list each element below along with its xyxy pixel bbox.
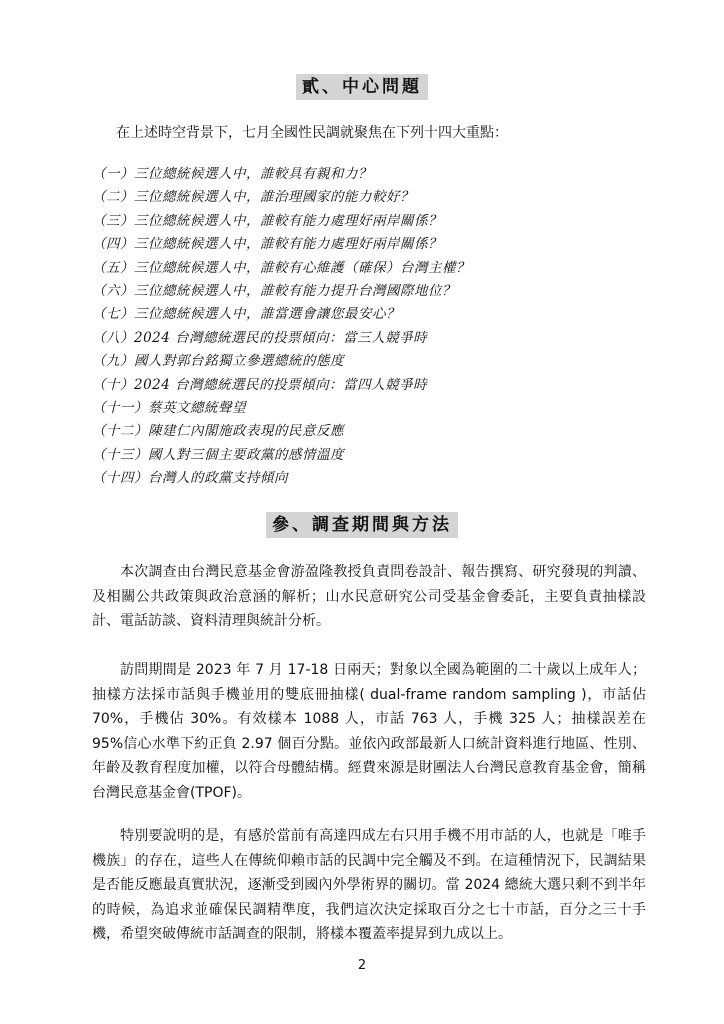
topic-item: （四）三位總統候選人中，誰較有能力處理好兩岸關係？: [92, 236, 442, 253]
section-2-intro: 在上述時空背景下，七月全國性民調就聚焦在下列十四大重點：: [116, 125, 508, 141]
section-3-title: 參、調查期間與方法: [266, 512, 458, 538]
topic-item: （十）2024 台灣總統選民的投票傾向：當四人競爭時: [92, 376, 428, 393]
section-2-heading: [0, 74, 724, 100]
page-number: 2: [357, 958, 367, 973]
topic-item: （十三）國人對三個主要政黨的感情溫度: [92, 446, 344, 463]
section-3-heading: [0, 512, 724, 538]
method-paragraph-2: 訪問期間是 2023 年 7 月 17-18 日兩天；對象以全國為範圍的二十歲以上成年人；抽樣方法採市話與手機並用的雙底冊抽樣( dual-frame random sampling )，市話佔 70%，手機佔 30%。有效樣本 1088 人，市話 763 人，手機 325 人；抽樣誤差在 95%信心水準下約正負 2.97 個百分點。並依內政部最新人口統計資料進行地區、性別、年齡及教育程度加權，以符合母體結構。經費來源是財團法人台灣民意教育基金會，簡稱台灣民意基金會(TPOF)。: [92, 662, 646, 801]
topic-item: （六）三位總統候選人中，誰較有能力提升台灣國際地位？: [92, 282, 456, 299]
topic-item: （八）2024 台灣總統選民的投票傾向：當三人競爭時: [92, 329, 428, 346]
topic-item: （一）三位總統候選人中，誰較具有親和力？: [92, 166, 372, 182]
topic-item: （五）三位總統候選人中，誰較有心維護（確保）台灣主權？: [92, 259, 470, 276]
topic-item: （九）國人對郭台銘獨立參選總統的態度: [92, 353, 344, 370]
method-paragraph-3: 特別要說明的是，有感於當前有高達四成左右只用手機不用市話的人，也就是「唯手機族」的存在，這些人在傳統仰賴市話的民調中完全觸及不到。在這種情況下，民調結果是否能反應最真實狀況，逐漸受到國內外學術界的關切。當 2024 總統大選只剩不到半年的時候，為追求並確保民調精準度，我們這次決定採取百分之七十市話，百分之三十手機，希望突破傳統市話調查的限制，將樣本覆蓋率提昇到九成以上。: [92, 828, 646, 942]
topic-item: （二）三位總統候選人中，誰治理國家的能力較好？: [92, 189, 414, 206]
topic-item: （十一）蔡英文總統聲望: [92, 399, 246, 416]
topic-item: （十二）陳建仁內閣施政表現的民意反應: [92, 423, 344, 440]
topic-item: （七）三位總統候選人中，誰當選會讓您最安心？: [92, 306, 400, 323]
section-2-title: 貳、中心問題: [296, 74, 428, 100]
topic-item: （十四）台灣人的政黨支持傾向: [92, 470, 288, 487]
topic-list: [92, 163, 470, 490]
topic-item: （三）三位總統候選人中，誰較有能力處理好兩岸關係？: [92, 212, 442, 229]
method-paragraph-1: 本次調查由台灣民意基金會游盈隆教授負責問卷設計、報告撰寫、研究發現的判讀、及相關公共政策與政治意涵的解析；山水民意研究公司受基金會委託，主要負責抽樣設計、電話訪談、資料清理與統計分析。: [92, 564, 646, 629]
